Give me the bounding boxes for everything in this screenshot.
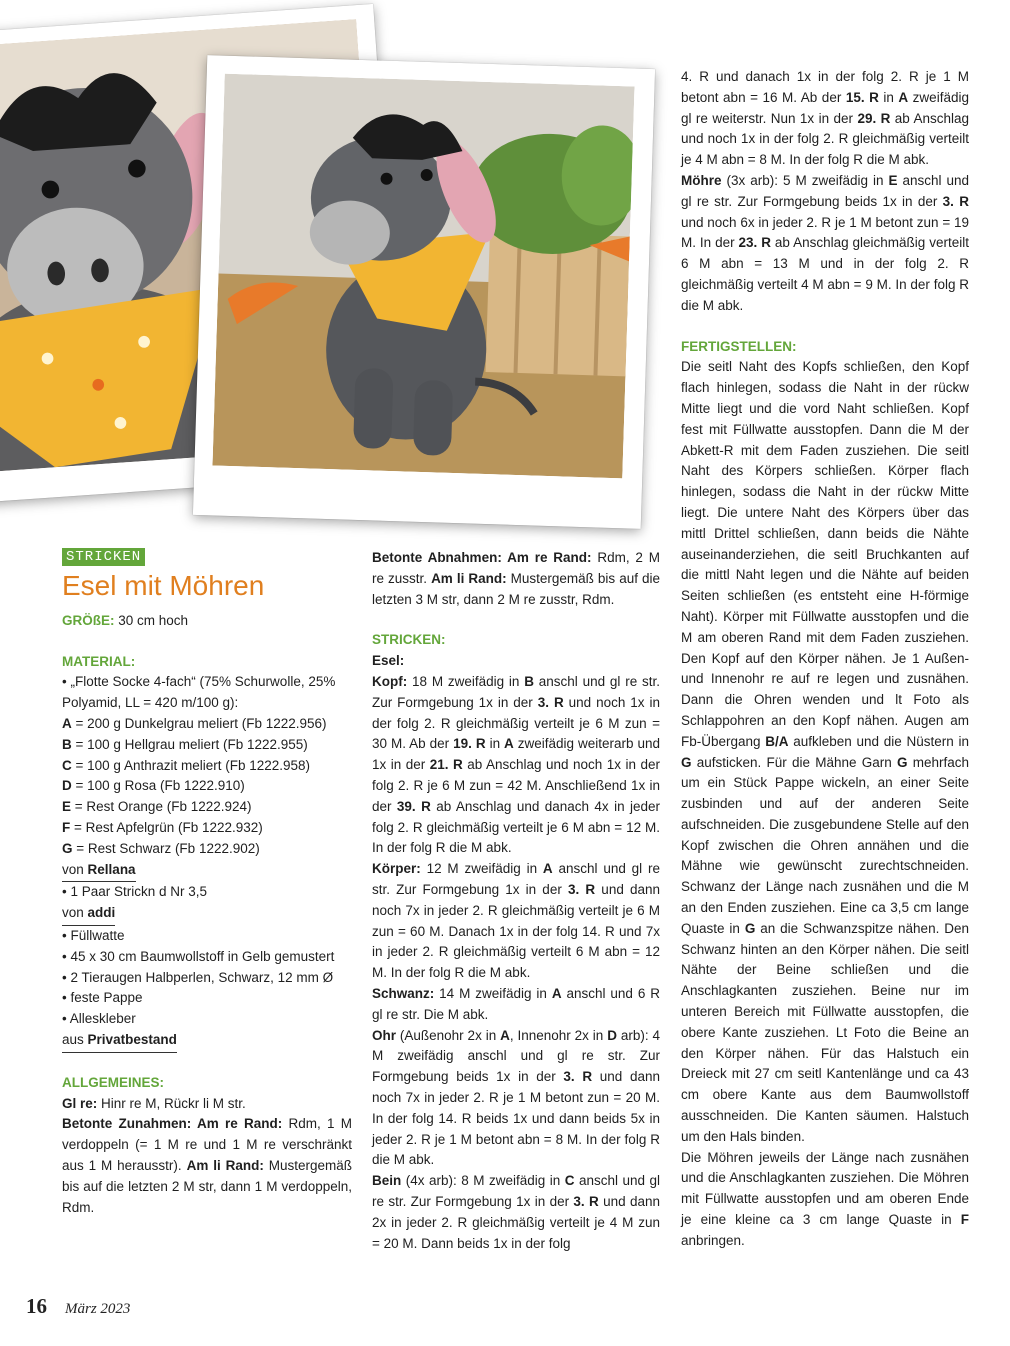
material-item: • Füllwatte	[62, 927, 125, 943]
yarn-color-item: B = 100 g Hellgrau meliert (Fb 1222.955)	[62, 736, 308, 752]
material-item: • 2 Tieraugen Halbperlen, Schwarz, 12 mm Ø	[62, 969, 334, 985]
ohr-paragraph: Ohr (Außenohr 2x in A, Innenohr 2x in D arb): 4 M zweifädig anschl und gl re str. Zur Formgebung beids 1x in der 3. R und dann noch 7x in jeder 2. R je 1 M betont zun = 20 M. In der folg 14. R beids 1x und dann beids 5x in jeder 2. R je 1 M betont abn = 8 M. In der folg R die M abk.	[372, 1027, 660, 1168]
pattern-title: Esel mit Möhren	[62, 569, 265, 601]
bein-continuation: 4. R und danach 1x in der folg 2. R je 1 M betont abn = 16 M. Ab der 15. R in A zweifädig gl re weiterstr. Nun 1x in der 29. R ab Anschlag und noch 1x in der folg 2. R gleichmäßig verteilt je 4 M abn = 8 M. In der folg R die M abk.	[681, 69, 969, 168]
size-label: GRÖßE:	[62, 612, 115, 628]
column-middle	[372, 548, 660, 1254]
general-heading: ALLGEMEINES:	[62, 1074, 165, 1090]
yarn-color-item: G = Rest Schwarz (Fb 1222.902)	[62, 840, 260, 856]
decreases-paragraph: Betonte Abnahmen: Am re Rand: Rdm, 2 M re zusstr. Am li Rand: Mustergemäß bis auf die letzten 3 M str, dann 2 M re zusstr, Rdm.	[372, 550, 660, 607]
page-footer	[26, 1294, 130, 1319]
yarn-color-item: F = Rest Apfelgrün (Fb 1222.932)	[62, 819, 263, 835]
moehre-paragraph: Möhre (3x arb): 5 M zweifädig in E anschl und gl re str. Zur Formgebung beids 1x in der 3. R und noch 6x in jeder 2. R je 1 M betont zun = 19 M. In der 23. R ab Anschlag gleichmäßig verteilt 6 M abn = 13 M und in der folg 2. R gleichmäßig verteilt 4 M abn = 9 M. In der folg R die M abk.	[681, 172, 969, 313]
increases-paragraph: Betonte Zunahmen: Am re Rand: Rdm, 1 M verdoppeln (= 1 M re und 1 M re verschränkt aus 1 M herausstr). Am li Rand: Mustergemäß bis auf die letzten 2 M str, dann 1 M verdoppeln, Rdm.	[62, 1116, 352, 1215]
yarn-color-list	[62, 714, 352, 860]
material-heading: MATERIAL:	[62, 653, 136, 669]
yarn-intro: • „Flotte Socke 4-fach“ (75% Schurwolle, 25% Polyamid, LL = 420 m/100 g):	[62, 674, 336, 711]
photo-donkey-with-carrots	[193, 55, 655, 529]
koerper-paragraph: Körper: 12 M zweifädig in A anschl und gl re str. Zur Formgebung 1x in der 3. R und dann noch 7x in jeder 2. R gleichmäßig verteilt je 6 M zun = 60 M. Danach 1x in der folg 14. R und 7x in jeder 2. R gleichmäßig verteilt 6 M abn = 12 M. In der folg R die M abk.	[372, 861, 661, 981]
finish-heading: FERTIGSTELLEN:	[681, 338, 797, 354]
gl-re-line: Gl re: Hinr re M, Rückr li M str.	[62, 1095, 246, 1111]
supplier-privat: aus Privatbestand	[62, 1030, 177, 1053]
material-item: • feste Pappe	[62, 990, 143, 1006]
yarn-color-item: D = 100 g Rosa (Fb 1222.910)	[62, 778, 245, 794]
bein-paragraph: Bein (4x arb): 8 M zweifädig in C anschl und gl re str. Zur Formgebung 1x in der 3. R und dann 2x in jeder 2. R gleichmäßig verteilt je 4 M zun = 20 M. Dann beids 1x in der folg	[372, 1173, 660, 1251]
yarn-color-item: A = 200 g Dunkelgrau meliert (Fb 1222.956)	[62, 715, 327, 731]
finish-paragraph: Die seitl Naht des Kopfs schließen, den Kopf flach hinlegen, sodass die Naht in der rückw Mitte liegt und die vord Naht schließen. Kopf fest mit Füllwatte ausstopfen. Dann die M der Abkett-R mit dem Faden zusziehen. Die seitl Naht des Körpers schließen. Körper flach hinlegen, sodass die Naht in der rückw Mitte liegt. Die untere Naht des Körpers über das mittl Drittel schließen, dann beids die Nähte auseinanderziehen, die seitl Bruchkanten auf die mittl Naht legen und die Nähte auf beiden Seiten schließen (es entsteht eine H-förmige Naht). Körper mit Füllwatte ausstopfen und die M am oberen Rand mit dem Faden zusziehen. Den Kopf auf den Körper nähen. Je 1 Außen- und Innenohr re auf re legen und zusnähen. Dann die Ohren wenden und lt Foto als Schlappohren an den Kopf nähen. Augen am Fb-Übergang B/A aufkleben und die Nüstern in G aufsticken. Für die Mähne Garn G mehrfach um ein Stück Pappe wickeln, an einer Seite zusbinden und auf der anderen Seite aufschneiden. Die zusgebundene Stelle auf den Kopf zwischen die Ohren annähen und die Mähne wie gewünscht zurechtschneiden. Schwanz der Länge nach zusnähen und die M an den Enden zusziehen. Eine ca 3,5 cm lange Quaste in G an die Schwanzspitze nähen. Den Schwanz hinten an den Körper nähen. Die seitl Nähte der Beine schließen und die Anschlagkanten zusziehen. Beine nur im unteren Bereich mit Füllwatte ausstopfen, die obere Kante zusziehen. Lt Foto die Beine an den Körper nähen. Für das Halstuch ein Dreieck mit 27 cm seitl Kantenlänge und ca 43 cm obere Kante aus dem Baumwollstoff ausschneiden. Die Kanten säumen. Halstuch um den Hals binden.	[681, 359, 970, 1144]
column-right	[681, 67, 969, 1252]
material-item: • Alleskleber	[62, 1011, 136, 1027]
issue-date: März 2023	[65, 1301, 131, 1317]
carrot-finish-paragraph: Die Möhren jeweils der Länge nach zusnähen und die Anschlagkanten zusziehen. Die Möhren mit Füllwatte ausstopfen und am oberen Ende je eine kleine ca 3 cm lange Quaste in F anbringen.	[681, 1149, 969, 1248]
category-tag: STRICKEN	[62, 548, 145, 566]
yarn-color-item: E = Rest Orange (Fb 1222.924)	[62, 799, 252, 815]
column-left	[62, 546, 352, 1218]
size-line	[62, 611, 352, 632]
size-value: 30 cm hoch	[118, 612, 189, 628]
knit-heading: STRICKEN:	[372, 632, 446, 648]
esel-subheading: Esel:	[372, 653, 405, 669]
schwanz-paragraph: Schwanz: 14 M zweifädig in A anschl und 6 R gl re str. Die M abk.	[372, 985, 660, 1022]
kopf-paragraph: Kopf: 18 M zweifädig in B anschl und gl re str. Zur Formgebung 1x in der 3. R und noch 1x in der folg 2. R gleichmäßig verteilt je 6 M zun = 30 M. Ab der 19. R in A zweifädig weiterarb und 1x in der 21. R ab Anschlag und noch 1x in der folg 2. R je 6 M zun = 42 M. Anschließend 1x in der 39. R ab Anschlag und danach 4x in jeder folg 2. R gleichmäßig verteilt je 6 M abn = 12 M. In der folg R die M abk.	[372, 673, 661, 856]
needles-item: • 1 Paar Strickn d Nr 3,5	[62, 884, 208, 900]
material-item: • 45 x 30 cm Baumwollstoff in Gelb gemustert	[62, 948, 335, 964]
material-item-list	[62, 926, 352, 1030]
supplier-rellana: von Rellana	[62, 860, 136, 883]
yarn-color-item: C = 100 g Anthrazit meliert (Fb 1222.958)	[62, 757, 311, 773]
page-number: 16	[26, 1294, 47, 1318]
supplier-addi: von addi	[62, 903, 115, 926]
